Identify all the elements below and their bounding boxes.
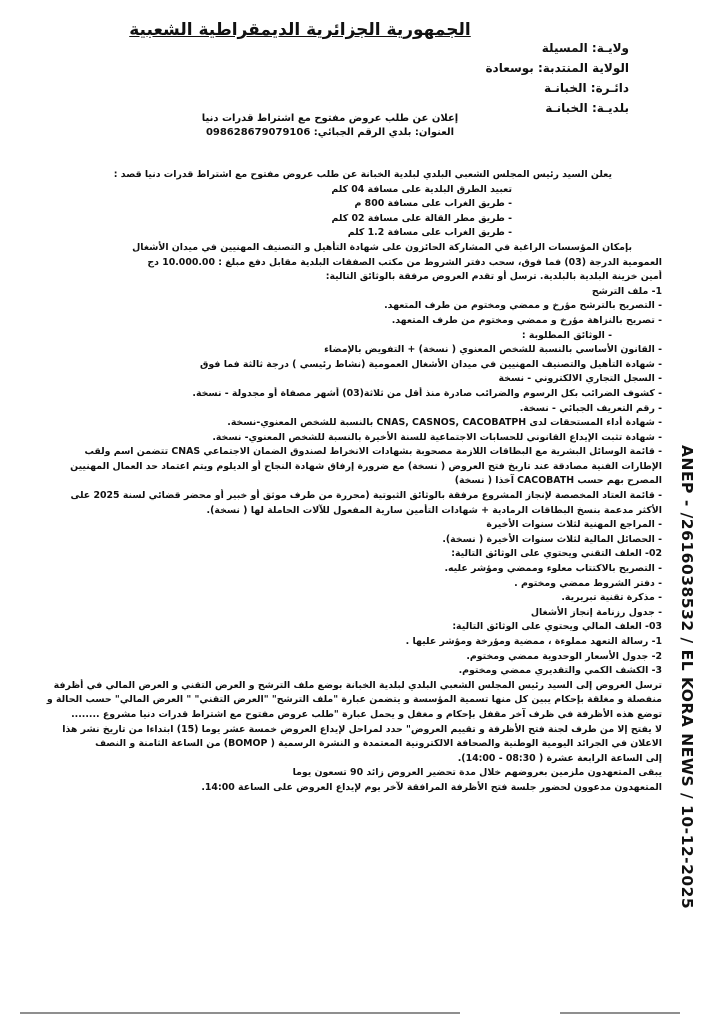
body-line: إلى الساعة الرابعة عشرة ( 08:30 - 14:00). xyxy=(457,752,662,764)
body-line: - المراجع المهنية لثلاث سنوات الأخيرة xyxy=(486,519,662,531)
body-line: توضع هذه الأظرفة في ظرف آخر مقفل بإحكام و مغفل و يحمل عبارة "طلب عروض مفتوح مع اشتراط قدرات دنيا مشروع ........ xyxy=(71,708,662,720)
body-line: - التصريح بالاكتتاب معلوء وممضي ومؤشر عليه. xyxy=(444,563,662,575)
body-line: - تصريح بالنزاهة مؤرخ و ممضي ومختوم من طرف المتعهد. xyxy=(391,314,662,326)
bottom-divider xyxy=(20,1012,460,1014)
body-line: - رقم التعريف الجبائي - نسخة. xyxy=(519,402,662,414)
body-line: - السجل التجاري الالكتروني - نسخة xyxy=(498,373,662,385)
body-line: بإمكان المؤسسات الراغبة في المشاركة الحائزون على شهادة التأهيل و التصنيف المهنيين في ميدان الأشغال xyxy=(132,241,632,253)
body-line: العمومية الدرجة (03) فما فوق، سحب دفتر الشروط من مكتب الصفقات البلدية مقابل دفع مبلغ : 10.000.00 دج xyxy=(147,256,662,268)
body-line: المتعهدون مدعوون لحضور جلسة فتح الأظرفة المرافقة لآخر يوم لإيداع العروض على الساعة 14:00. xyxy=(201,781,662,793)
body-line: 02- العلف التقني ويحتوي على الوثائق التالية: xyxy=(451,548,662,560)
body-line: الاعلان في الجرائد اليومية الوطنية والصحافة الالكترونية المعتمدة و النشرة الرسمية ( BOMOP) من الساعة الثامنة و النصف xyxy=(95,738,662,750)
body-line: - دفتر الشروط ممضي ومختوم . xyxy=(514,577,662,589)
body-line: - الوثائق المطلوبة : xyxy=(521,329,612,341)
body-line: الإطارات الفنية مصادقة عند تاريخ فتح العروض ( نسخة) مع ضرورة إرفاق شهادة النجاح أو الديلوم ويتم اعتماد حد العمال المهنيين xyxy=(70,460,662,472)
tax-number-line: العنوان: بلدي الرقم الجبائي: 098628679079106 xyxy=(205,127,455,138)
body-line: المصرح بهم حسب CACOBATH آخذا ( نسخة) xyxy=(454,475,662,487)
body-line: - طريق مطر القالة على مسافة 02 كلم xyxy=(331,212,512,224)
body-line: 1- رسالة التعهد مملوءة ، ممضية ومؤرخة ومؤشر عليها . xyxy=(405,636,662,647)
announcement-body xyxy=(22,168,662,796)
body-line: 3- الكشف الكمي والتقديري ممضي ومختوم. xyxy=(458,665,662,677)
wilaya-line: ولايـة: المسيلة xyxy=(541,41,629,55)
body-line: - جدول رزنامة إنجاز الأشغال xyxy=(530,606,662,618)
body-line: - شهادة أداء المستحقات لدى CNAS, CASNOS, CACOBATPH بالنسبة للشخص المعنوي-نسخة. xyxy=(227,417,662,429)
body-line: - الحصائل المالية لثلاث سنوات الأخيرة ( نسخة). xyxy=(442,533,662,545)
body-line: - كشوف الضرائب بكل الرسوم والضرائب صادرة منذ أقل من ثلاثة(03) أشهر مصفاة أو مجدولة - نسخة. xyxy=(192,387,662,399)
body-line: 03- العلف المالي ويحتوي على الوثائق التالية: xyxy=(452,621,662,633)
delegated-wilaya-line: الولاية المنتدبة: بوسعادة xyxy=(485,61,629,75)
daira-line: دائـرة: الخبانـة xyxy=(544,81,629,95)
body-line: - القانون الأساسي بالنسبة للشخص المعنوي ( نسخة) + التفويض بالإمضاء xyxy=(324,344,662,356)
body-line: يعلن السيد رئيس المجلس الشعبي البلدي لبلدية الخبانة عن طلب عروض مفتوح مع اشتراط قدرات دنيا قصد : xyxy=(113,169,612,180)
body-line: لا يفتح إلا من طرف لجنة فتح الأظرفة و تقييم العروض" حدد لمراحل لإيداع العروض خمسة عشر يوما (15) ابتداءا من تاريخ نشر هذا xyxy=(62,723,662,735)
body-line: ترسل العروض إلى السيد رئيس المجلس الشعبي البلدي لبلدية الخبانة بوضع ملف الترشح و العرض التقني و العرض المالي في أظرفة xyxy=(53,679,662,691)
body-line: - مذكرة تقنية تبريرية. xyxy=(561,592,662,604)
body-line: - قائمة الوسائل البشرية مع البطاقات اللازمة مصحوبة بشهادات الانخراط لصندوق الضمان الاجتماعي CNAS تتضمن اسم ولقب xyxy=(84,446,662,458)
body-line: - قائمة العتاد المخصصة لإنجاز المشروع مرفقة بالوثائق الثبوتية (محررة من طرف موثق أو خبير أو محضر قضائي لسنة 2025 على xyxy=(70,490,662,502)
body-line: 2- جدول الأسعار الوحدوية ممضي ومختوم. xyxy=(466,650,662,662)
announcement-heading xyxy=(150,112,510,140)
body-line: منفصلة و مغلقة بإحكام يبين كل منها تسمية المؤسسة و يتضمن عبارة "ملف الترشح" "العرض التقني" " العرض المالي" حسب الحالة و xyxy=(46,694,662,706)
body-line: - شهادة تثبت الإيداع القانوني للحسابات الاجتماعية للسنة الأخيرة بالنسبة للشخص المعنوي- نسخة. xyxy=(212,431,662,443)
publication-stamp: ANEP - /2616038532 / EL KORA NEWS / 10-12-2025 xyxy=(678,445,696,910)
page-title: الجمهورية الجزائرية الديمقراطية الشعبية xyxy=(129,20,471,40)
body-line: أمين خزينة البلدية بالبلدية. ترسل أو تقدم العروض مرفقة بالوثائق التالية: xyxy=(325,271,662,283)
body-line: 1- ملف الترشح xyxy=(591,285,662,297)
bottom-divider-right xyxy=(560,1012,680,1014)
body-line: - طريق الغراب على مسافة 800 م xyxy=(354,198,512,210)
body-line: - شهادة التأهيل والتصنيف المهنيين في ميدان الأشغال العمومية (نشاط رئيسي ) درجة ثالثة فما فوق xyxy=(200,358,662,370)
announcement-title: إعلان عن طلب عروض مفتوح مع اشتراط قدرات دنيا xyxy=(201,113,459,124)
body-line: الأكثر مدعمة بنسخ البطاقات الرمادية + شهادات التأمين سارية المفعول للآلات الحاملة لها ( نسخة). xyxy=(206,504,662,516)
administrative-header xyxy=(409,38,629,118)
body-line: يبقى المتعهدون ملزمين بعروضهم خلال مدة تحضير العروض زائد 90 تسعون يوما xyxy=(292,767,662,779)
body-line: تعبيد الطرق البلدية على مسافة 04 كلم xyxy=(331,183,512,195)
body-line: - التصريح بالترشح مؤرخ و ممضي ومختوم من طرف المتعهد. xyxy=(384,300,662,312)
commune-line: بلديـة: الخبانـة xyxy=(545,101,629,115)
body-line: - طريق الغراب على مسافة 1.2 كلم xyxy=(347,227,512,239)
